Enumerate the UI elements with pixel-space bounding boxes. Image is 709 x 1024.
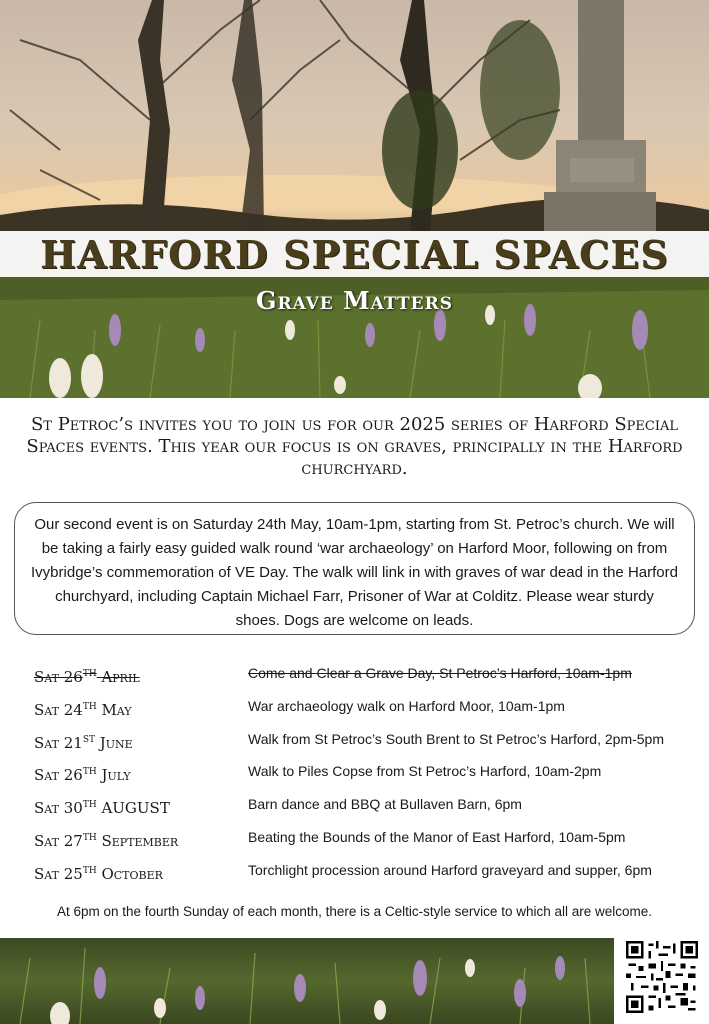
schedule-date: Sat 24th May — [34, 696, 132, 719]
schedule-description: Come and Clear a Grave Day, St Petroc’s Harford, 10am-1pm — [248, 665, 632, 681]
event-description-box — [14, 502, 695, 635]
schedule-date: Sat 30th AUGUST — [34, 795, 170, 818]
schedule-description: War archaeology walk on Harford Moor, 10am-1pm — [248, 697, 565, 714]
schedule-date: Sat 21st June — [34, 729, 133, 752]
schedule-row — [34, 730, 694, 763]
event-schedule — [34, 664, 694, 894]
footer-photo — [0, 938, 614, 1024]
schedule-description: Barn dance and BBQ at Bullaven Barn, 6pm — [248, 796, 522, 813]
schedule-description: Torchlight procession around Harford graveyard and supper, 6pm — [248, 861, 652, 878]
schedule-row — [34, 795, 694, 828]
schedule-row — [34, 762, 694, 795]
schedule-row — [34, 861, 694, 894]
intro-text: St Petroc’s invites you to join us for our 2025 series of Harford Special Spaces events. This year our focus is on graves, principally in the Harford churchyard. — [26, 414, 683, 479]
crocus-photo-illustration — [0, 938, 614, 1024]
schedule-date: Sat 25th October — [34, 860, 163, 883]
schedule-row — [34, 664, 694, 697]
schedule-description: Beating the Bounds of the Manor of East Harford, 10am-5pm — [248, 828, 626, 845]
schedule-row — [34, 697, 694, 730]
churchyard-photo-illustration — [0, 0, 709, 398]
schedule-row — [34, 828, 694, 861]
schedule-date: Sat 26th April — [34, 664, 140, 686]
schedule-description: Walk to Piles Copse from St Petroc’s Harford, 10am-2pm — [248, 763, 602, 780]
schedule-date: Sat 26th July — [34, 762, 131, 785]
subtitle: Grave Matters — [256, 286, 453, 315]
header-photo — [0, 0, 709, 398]
schedule-date: Sat 27th September — [34, 827, 179, 850]
title-band — [0, 231, 709, 277]
schedule-description: Walk from St Petroc’s South Brent to St Petroc’s Harford, 2pm-5pm — [248, 730, 665, 747]
footnote: At 6pm on the fourth Sunday of each month, there is a Celtic-style service to which all are welcome. — [56, 904, 653, 919]
event-description: Our second event is on Saturday 24th May, 10am-1pm, starting from St. Petroc’s church. We will be taking a fairly easy guided walk round ‘war archaeology’ on Harford Moor, following on from Ivybridge’s commemoration of VE Day. The walk will link in with graves of war dead in the Harford churchyard, including Captain Michael Farr, Prisoner of War at Colditz. Please wear sturdy shoes. Dogs are welcome on leads. — [31, 516, 678, 629]
qr-code-icon[interactable] — [626, 941, 698, 1013]
main-title: HARFORD SPECIAL SPACES — [40, 231, 669, 277]
